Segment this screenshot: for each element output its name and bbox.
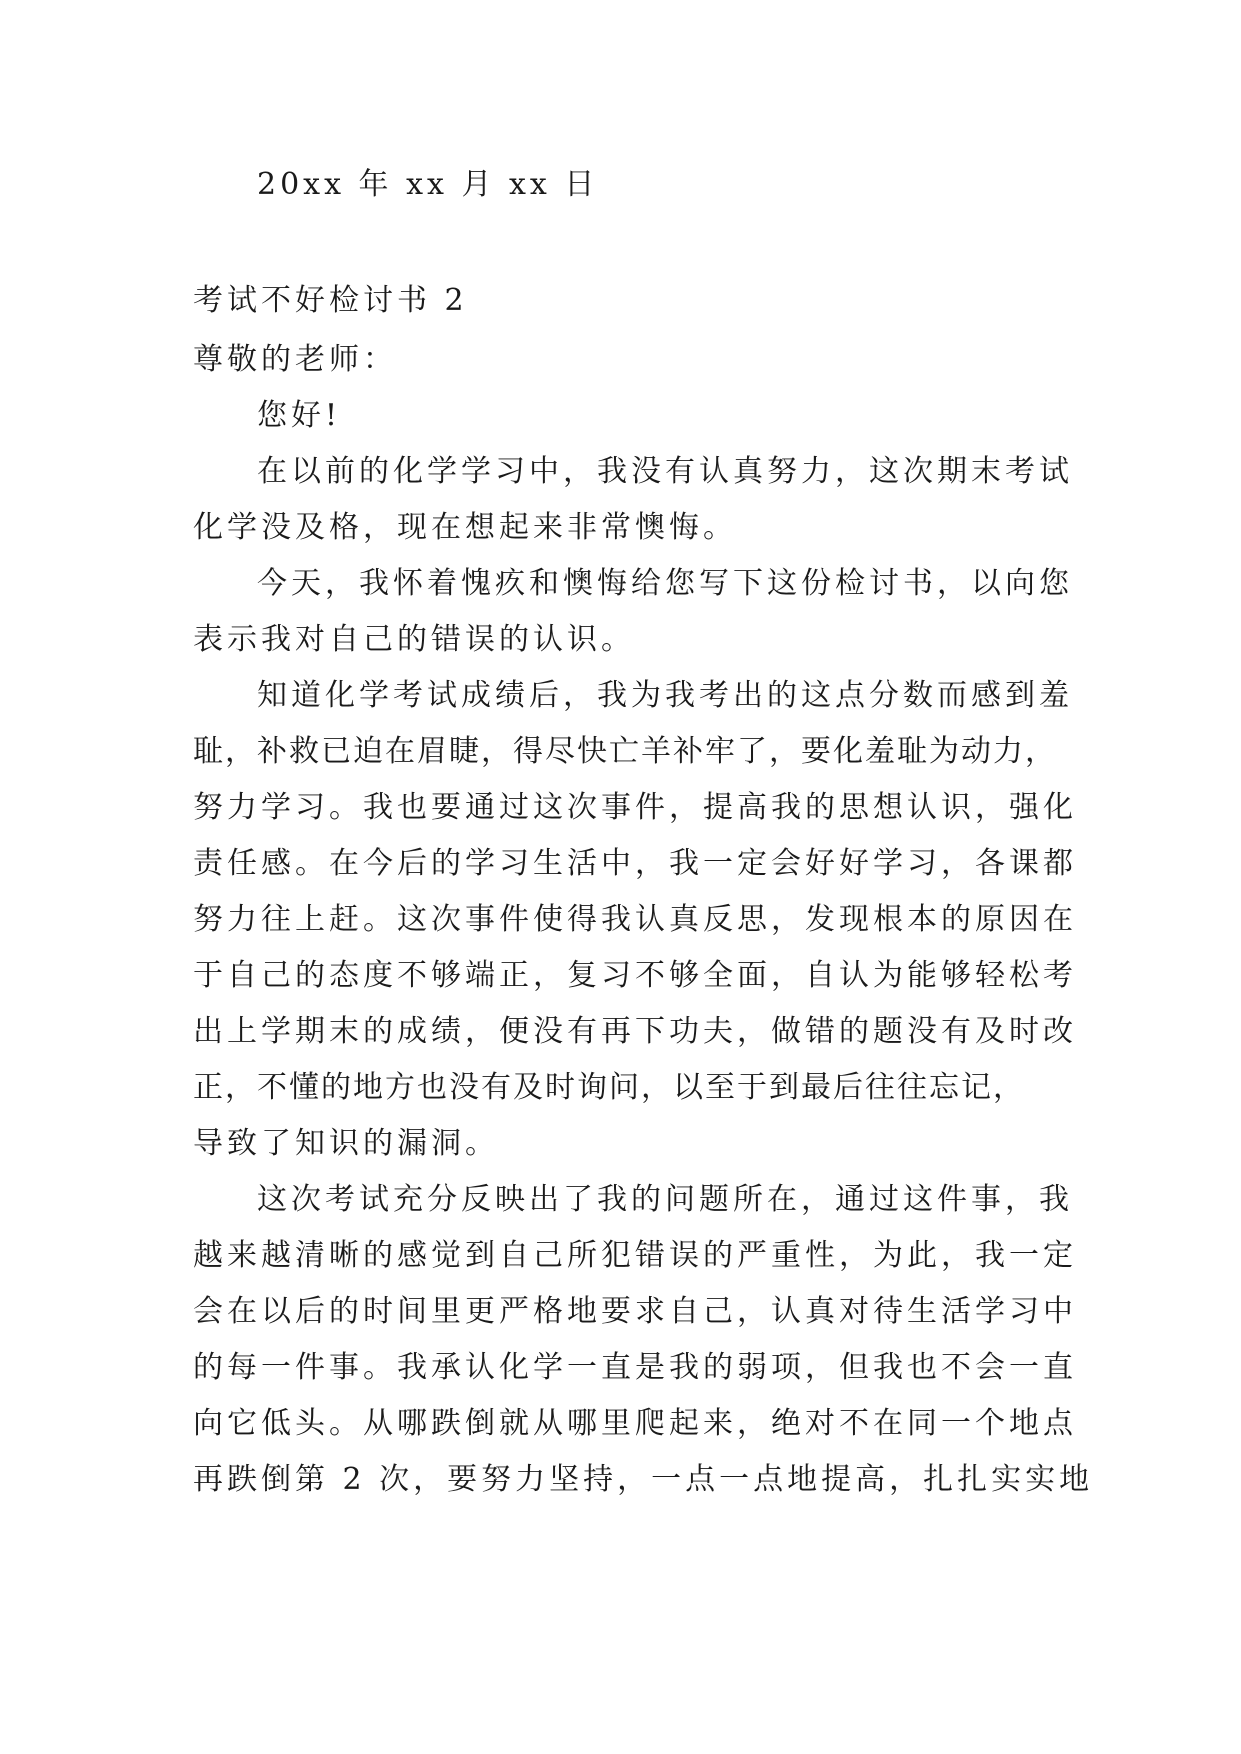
body-line: 这次考试充分反映出了我的问题所在，通过这件事，我: [257, 1182, 1073, 1217]
body-line: 努力学习。我也要通过这次事件，提高我的思想认识，强化: [193, 790, 1077, 825]
date-line: 20xx 年 xx 月 xx 日: [257, 167, 599, 202]
body-line: 会在以后的时间里更严格地要求自己，认真对待生活学习中: [193, 1294, 1077, 1329]
greeting: 您好!: [257, 398, 342, 433]
body-line: 导致了知识的漏洞。: [193, 1126, 499, 1161]
body-line: 的每一件事。我承认化学一直是我的弱项，但我也不会一直: [193, 1350, 1077, 1385]
body-line: 于自己的态度不够端正，复习不够全面，自认为能够轻松考: [193, 958, 1077, 993]
body-line: 再跌倒第 2 次，要努力坚持，一点一点地提高，扎扎实实地: [193, 1462, 1094, 1497]
body-line: 耻，补救已迫在眉睫，得尽快亡羊补牢了，要化羞耻为动力，: [193, 734, 1057, 769]
body-line: 化学没及格，现在想起来非常懊悔。: [193, 510, 737, 545]
body-line: 越来越清晰的感觉到自己所犯错误的严重性，为此，我一定: [193, 1238, 1077, 1273]
body-line: 在以前的化学学习中，我没有认真努力，这次期末考试: [257, 454, 1073, 489]
document-title: 考试不好检讨书 2: [193, 283, 468, 318]
body-line: 责任感。在今后的学习生活中，我一定会好好学习，各课都: [193, 846, 1077, 881]
body-line: 今天，我怀着愧疚和懊悔给您写下这份检讨书，以向您: [257, 566, 1073, 601]
body-line: 表示我对自己的错误的认识。: [193, 622, 635, 657]
body-line: 出上学期末的成绩，便没有再下功夫，做错的题没有及时改: [193, 1014, 1077, 1049]
body-line: 正，不懂的地方也没有及时询问，以至于到最后往往忘记，: [193, 1070, 1025, 1105]
body-line: 努力往上赶。这次事件使得我认真反思，发现根本的原因在: [193, 902, 1077, 937]
salutation: 尊敬的老师：: [193, 342, 397, 377]
body-line: 向它低头。从哪跌倒就从哪里爬起来，绝对不在同一个地点: [193, 1406, 1077, 1441]
body-line: 知道化学考试成绩后，我为我考出的这点分数而感到羞: [257, 678, 1073, 713]
